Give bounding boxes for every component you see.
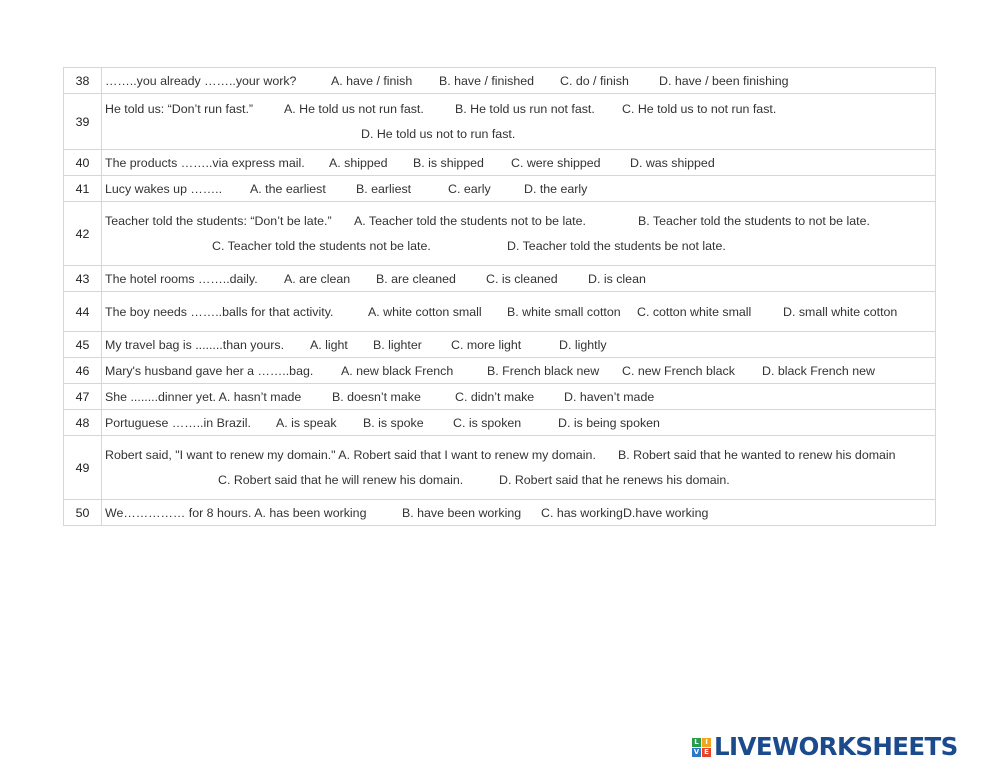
answer-option: C. He told us to not run fast. [622,102,777,116]
answer-option: D. is clean [588,271,646,286]
answer-option: D. have / been finishing [659,73,789,88]
question-stem: The boy needs ……..balls for that activity. [105,304,334,319]
question-number: 47 [64,384,102,410]
answer-option: C. Teacher told the students not be late. [212,239,431,253]
answer-option: B. is shipped [413,155,484,170]
answer-option: A. have / finish [331,73,413,88]
question-cell [102,94,936,150]
question-stem: She ........dinner yet. A. hasn’t made [105,389,302,404]
answer-option: C. new French black [622,363,735,378]
question-stem: Portuguese ……..in Brazil. [105,415,251,430]
answer-option: D. the early [524,181,588,196]
logo-icon-letter-l: L [692,738,701,747]
answer-option: D. small white cotton [783,304,898,319]
question-stem: My travel bag is ........than yours. [105,337,285,352]
answer-option: C. early [448,181,491,196]
answer-option: C. is cleaned [486,271,558,286]
answer-option: B. have / finished [439,73,535,88]
answer-option: A. new black French [341,363,454,378]
answer-option: A. is speak [276,415,337,430]
answer-option: B. have been working [402,505,522,520]
question-stem: The hotel rooms ……..daily. [105,271,258,286]
question-line [102,446,935,464]
question-stem: Teacher told the students: “Don’t be late.” [105,214,332,228]
question-line [102,72,935,90]
answer-option: B. French black new [487,363,600,378]
question-cell [102,68,936,94]
answer-option: A. shipped [329,155,388,170]
question-stem: The products ……..via express mail. [105,155,305,170]
answer-option: B. lighter [373,337,422,352]
question-line [102,270,935,288]
question-stem: Mary's husband gave her a ……..bag. [105,363,314,378]
answer-option: C. were shipped [511,155,601,170]
logo-icon [692,738,711,757]
question-number: 41 [64,176,102,202]
question-cell [102,384,936,410]
logo-icon-letter-v: V [693,747,700,756]
answer-option: C. has workingD.have working [541,505,709,520]
question-number: 44 [64,292,102,332]
worksheet-table [63,67,936,526]
answer-option: D. was shipped [630,155,715,170]
answer-option: A. light [310,337,348,352]
question-number: 42 [64,202,102,266]
answer-option: D. Robert said that he renews his domain. [499,473,730,487]
question-line [102,303,935,321]
question-number: 46 [64,358,102,384]
question-stem: Robert said, "I want to renew my domain." A. Robert said that I want to renew my domain. [105,448,596,462]
question-number: 40 [64,150,102,176]
question-cell [102,410,936,436]
question-line [102,336,935,354]
question-number: 43 [64,266,102,292]
question-stem: He told us: “Don’t run fast.” [105,102,254,116]
answer-option: B. Robert said that he wanted to renew his domain [618,448,896,462]
question-line [102,237,935,255]
answer-option: D. lightly [559,337,607,352]
answer-option: B. white small cotton [507,304,621,319]
question-line [102,388,935,406]
logo-icon-letter-i: I [702,738,711,747]
question-cell [102,202,936,266]
question-row [64,384,936,410]
question-cell [102,292,936,332]
answer-option: B. Teacher told the students to not be late. [638,214,870,228]
question-row [64,68,936,94]
answer-option: C. Robert said that he will renew his domain. [218,473,464,487]
question-row [64,266,936,292]
question-row [64,500,936,526]
answer-option: D. is being spoken [558,415,660,430]
question-row [64,436,936,500]
answer-option: C. do / finish [560,73,629,88]
question-stem: Lucy wakes up …….. [105,181,223,196]
answer-option: A. Teacher told the students not to be late. [354,214,586,228]
question-cell [102,266,936,292]
question-number: 39 [64,94,102,150]
question-stem: We…………… for 8 hours. A. has been working [105,505,367,520]
question-line [102,154,935,172]
question-row [64,358,936,384]
question-row [64,150,936,176]
answer-option: D. He told us not to run fast. [361,127,516,141]
question-cell [102,332,936,358]
question-cell [102,358,936,384]
question-number: 50 [64,500,102,526]
question-line [102,180,935,198]
question-row [64,202,936,266]
question-row [64,94,936,150]
liveworksheets-logo [692,734,958,760]
answer-option: D. Teacher told the students be not late. [507,239,726,253]
logo-icon-letter-e: E [702,748,711,757]
question-cell [102,150,936,176]
question-row [64,292,936,332]
answer-option: C. more light [451,337,522,352]
question-cell [102,436,936,500]
answer-option: B. are cleaned [376,271,456,286]
question-number: 48 [64,410,102,436]
answer-option: D. black French new [762,363,875,378]
logo-text: LIVEWORKSHEETS [714,732,958,761]
question-cell [102,176,936,202]
question-number: 49 [64,436,102,500]
question-line [102,504,935,522]
question-number: 45 [64,332,102,358]
answer-option: C. didn’t make [455,389,535,404]
answer-option: B. earliest [356,181,412,196]
answer-option: C. is spoken [453,415,522,430]
answer-option: B. is spoke [363,415,424,430]
question-line [102,212,935,230]
question-line [102,414,935,432]
answer-option: C. cotton white small [637,304,752,319]
question-line [102,362,935,380]
question-stem: ……..you already ……..your work? [105,73,297,88]
question-cell [102,500,936,526]
question-line [102,471,935,489]
answer-option: A. white cotton small [368,304,482,319]
question-row [64,410,936,436]
answer-option: D. haven’t made [564,389,655,404]
answer-option: B. He told us run not fast. [455,102,595,116]
question-row [64,176,936,202]
question-number: 38 [64,68,102,94]
answer-option: A. the earliest [250,181,326,196]
question-line [102,100,935,118]
answer-option: A. are clean [284,271,351,286]
answer-option: A. He told us not run fast. [284,102,424,116]
question-row [64,332,936,358]
answer-option: B. doesn’t make [332,389,421,404]
question-line [102,125,935,143]
